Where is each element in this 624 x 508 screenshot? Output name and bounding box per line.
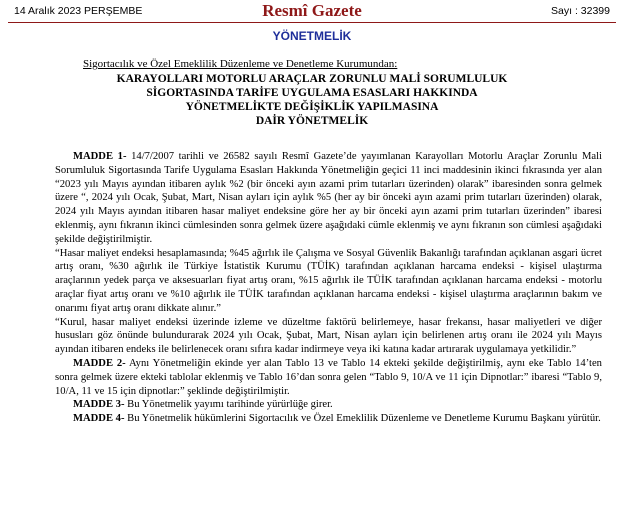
gazette-title: Resmî Gazete — [262, 1, 362, 20]
article-2 — [55, 357, 602, 398]
issuing-institution: Sigortacılık ve Özel Emeklilik Düzenleme ve Denetleme Kurumundan: — [83, 58, 398, 70]
article-label: MADDE 4- — [73, 413, 125, 425]
article-4 — [55, 412, 602, 426]
article-1 — [55, 150, 602, 247]
section-heading: YÖNETMELİK — [272, 29, 352, 43]
article-text: Aynı Yönetmeliğin ekinde yer alan Tablo 13 ve Tablo 14 ekteki şekilde değiştirilmiş, aynı eke Tablo 14’ten sonra gelmek üzere ekteki tablolar eklenmiş ve Tablo 16’dan sonra gelen “Tablo 9, 10/A ve 11 için Dipnotlar:” ibaresi “Tablo 9, 10/A, 11 ve 15 için dipnotlar:” şeklinde değiştirilmiştir. — [55, 357, 602, 397]
issue-date: 14 Aralık 2023 PERŞEMBE — [14, 5, 143, 17]
title-line: YÖNETMELİKTE DEĞİŞİKLİK YAPILMASINA — [185, 101, 439, 113]
issue-number: Sayı : 32399 — [551, 5, 610, 17]
article-3 — [55, 398, 602, 412]
article-text: “Hasar maliyet endeksi hesaplamasında; %45 ağırlık ile Çalışma ve Sosyal Güvenlik Bakanlığı tarafından açıklanan asgari ücret artış oranı, %30 ağırlık ile Türkiye İstatistik Kurumu (TÜİK) tarafından açıklanan harcama endeksi - kişisel ulaştırma araçlarının yedek parça ve aksesuarları fiyat artış oranı, %15 ağırlık ile TÜİK tarafından açıklanan harcama endeksi - motorlu araçlar fiyat artış oranı ve %10 ağırlık ile TÜİK tarafından açıklanan harcama endeksi - kişisel ulaştırma araçlarının bakım ve onarımı fiyat artış oranı dikkate alınır.” — [55, 247, 602, 314]
article-text: “Kurul, hasar maliyet endeksi üzerinde izleme ve düzeltme faktörü belirlemeye, hasar frekansı, hasar maliyetleri ve diğer hususları göz önünde bulundurarak 2024 yılı Ocak, Şubat, Mart, Nisan ayları için belirlenen artış oranı ile 2024 yılı Mayıs ayından itibaren endeks ile belirlenecek oranı sıfıra kadar indirmeye veya iki katına kadar artırarak uygulamaya yetkilidir.” — [55, 316, 602, 356]
article-label: MADDE 1- — [73, 151, 127, 162]
article-text: 14/7/2007 tarihli ve 26582 sayılı Resmî Gazete’de yayımlanan Karayolları Motorlu Araçlar Zorunlu Mali Sorumluluk Sigortasında Tarife Uygulama Esasları Hakkında Yönetmeliğin geçici 11 inci maddesinin ikinci fıkrasında yer alan “2023 yılı Mayıs ayından itibaren aylık %2 (bir önceki ayın azami prim tutarları üzerinden) olarak” ibaresinden sonra gelmek üzere “, 2024 yılı Ocak, Şubat, Mart, Nisan ayları için aylık %5 (her ay bir önceki ayın azami prim tutarları üzerinden) olarak, 2024 yılı Mayıs ayından itibaren hasar maliyet endeksine göre her ay bir önceki ayın azami prim tutarları üzerinden” ibaresi eklenmiş, aynı fıkranın ikinci cümlesinden sonra gelmek üzere aşağıdaki cümle eklenmiş ve aynı fıkranın son cümlesi aşağıdaki şekilde değiştirilmiştir. — [55, 151, 602, 245]
page-header — [0, 0, 624, 22]
title-line: KARAYOLLARI MOTORLU ARAÇLAR ZORUNLU MALİ SORUMLULUK — [116, 73, 508, 85]
article-text: Bu Yönetmelik hükümlerini Sigortacılık ve Özel Emeklilik Düzenleme ve Denetleme Kurumu Başkanı yürütür. — [124, 413, 601, 425]
header-divider — [8, 22, 616, 23]
quoted-paragraph — [55, 247, 602, 316]
article-label: MADDE 3- — [73, 399, 125, 411]
quoted-paragraph — [55, 316, 602, 357]
regulation-title — [20, 72, 604, 128]
regulation-body — [55, 150, 602, 426]
article-label: MADDE 2- — [73, 357, 126, 369]
title-line: DAİR YÖNETMELİK — [255, 115, 369, 127]
title-line: SİGORTASINDA TARİFE UYGULAMA ESASLARI HAKKINDA — [146, 87, 478, 99]
article-text: Bu Yönetmelik yayımı tarihinde yürürlüğe girer. — [124, 399, 333, 411]
